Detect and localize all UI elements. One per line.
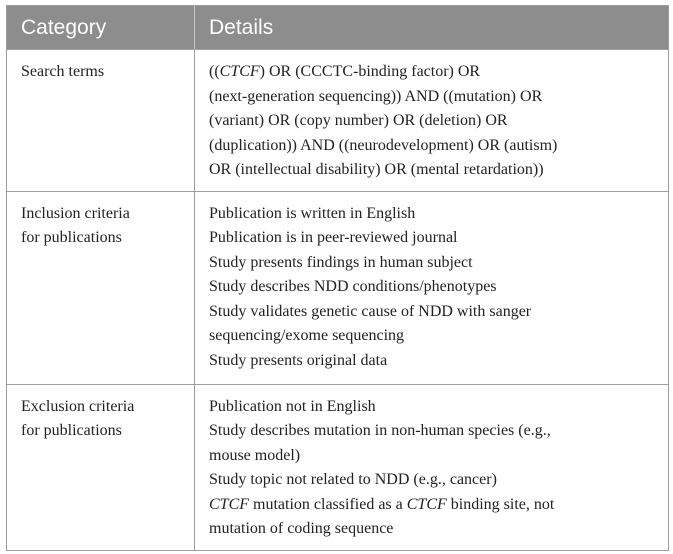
details-text: Study validates genetic cause of NDD with sanger: [209, 302, 532, 320]
header-category: Category: [7, 6, 195, 50]
details-line: [209, 349, 658, 374]
details-line: [209, 202, 658, 227]
details-text: sequencing/exome sequencing: [209, 327, 405, 344]
details-line: [209, 158, 658, 183]
category-cell: [7, 384, 195, 550]
criteria-table: [6, 5, 669, 551]
criteria-table-container: [6, 5, 668, 549]
details-text: Publication is in peer-reviewed journal: [209, 229, 458, 246]
category-line: for publications: [21, 229, 122, 246]
details-text: (next-generation sequencing)) AND ((mutation) OR: [209, 87, 543, 105]
category-line: Search terms: [21, 63, 105, 80]
details-line: [209, 468, 658, 493]
gene-name-italic: CTCF: [209, 495, 250, 513]
details-text: mutation of coding sequence: [209, 520, 394, 537]
details-text: mouse model): [209, 446, 301, 464]
details-line: [209, 324, 658, 349]
details-line: [209, 493, 658, 518]
details-cell: [195, 191, 669, 384]
details-text: Study presents findings in human subject: [209, 253, 473, 271]
category-line: Inclusion criteria: [21, 204, 130, 222]
details-text: Publication is written in English: [209, 204, 416, 222]
details-line: [209, 419, 658, 444]
details-text: OR (intellectual disability) OR (mental retardation)): [209, 161, 544, 178]
header-details: Details: [195, 6, 669, 50]
gene-name-italic: CTCF: [406, 495, 447, 513]
table-row-inclusion-criteria: [7, 191, 669, 384]
details-cell: [195, 384, 669, 550]
details-line: [209, 60, 658, 85]
details-line: [209, 517, 658, 542]
category-cell: [7, 50, 195, 192]
details-text: Publication not in English: [209, 397, 376, 415]
details-line: [209, 395, 658, 420]
details-text: Study topic not related to NDD (e.g., cancer): [209, 471, 497, 488]
details-line: [209, 444, 658, 469]
gene-name-italic: CTCF: [219, 63, 260, 80]
details-text: (duplication)) AND ((neurodevelopment) OR (autism): [209, 136, 558, 154]
details-text: Study describes NDD conditions/phenotypes: [209, 278, 497, 295]
table-row-exclusion-criteria: [7, 384, 669, 550]
category-line: for publications: [21, 422, 122, 439]
details-line: [209, 226, 658, 251]
details-text: binding site, not: [446, 495, 555, 513]
details-text: Study presents original data: [209, 351, 388, 369]
details-text: Study describes mutation in non-human species (e.g.,: [209, 422, 551, 439]
details-line: [209, 134, 658, 159]
details-text: mutation classified as a: [249, 495, 407, 513]
category-line: Exclusion criteria: [21, 397, 135, 415]
details-line: [209, 109, 658, 134]
table-row-search-terms: [7, 50, 669, 192]
details-line: [209, 251, 658, 276]
details-line: [209, 85, 658, 110]
details-line: [209, 275, 658, 300]
header-row: [7, 6, 669, 50]
category-cell: [7, 191, 195, 384]
details-text: ) OR (CCCTC-binding factor) OR: [259, 63, 481, 80]
details-text: ((: [209, 63, 220, 80]
details-cell: [195, 50, 669, 192]
details-line: [209, 300, 658, 325]
details-text: (variant) OR (copy number) OR (deletion) OR: [209, 112, 508, 129]
